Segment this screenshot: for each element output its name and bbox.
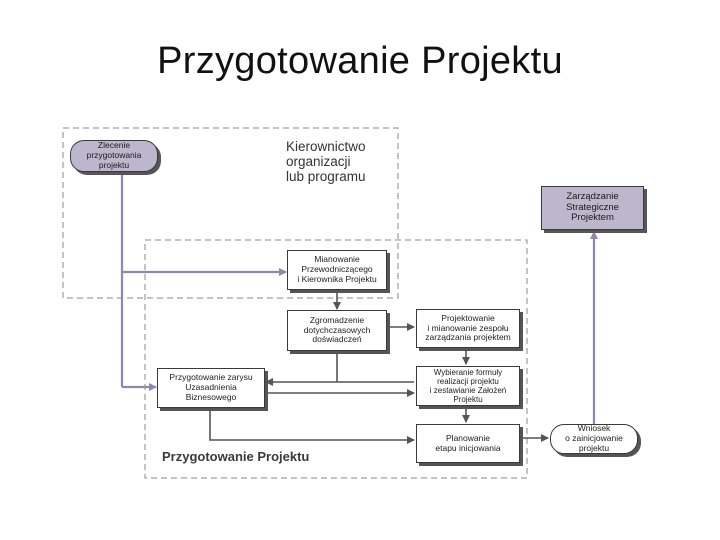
project-region-label: Przygotowanie Projektu <box>162 449 310 464</box>
node-strategic-management: Zarządzanie Strategiczne Projektem <box>541 186 644 230</box>
connector-business-case-plan <box>210 408 414 440</box>
node-plan-initiation: Planowanie etapu inicjowania <box>416 424 520 463</box>
node-project-approach: Wybieranie formuły realizacji projektu i zestawianie Założeń Projektu <box>416 366 520 406</box>
node-appoint-managers: Mianowanie Przewodniczącego i Kierownika Projektu <box>287 250 387 290</box>
organization-region-label: Kierownictwo organizacji lub programu <box>286 139 366 185</box>
node-request-initiation: Wniosek o zainicjowanie projektu <box>550 424 638 454</box>
node-business-case: Przygotowanie zarysu Uzasadnienia Biznesowego <box>157 368 265 408</box>
node-design-team: Projektowanie i mianowanie zespołu zarządzania projektem <box>416 309 520 348</box>
node-capture-lessons: Zgromadzenie dotychczasowych doświadczeń <box>287 310 387 351</box>
slide-title: Przygotowanie Projektu <box>157 40 563 82</box>
node-project-mandate: Zlecenie przygotowania projektu <box>70 140 158 172</box>
